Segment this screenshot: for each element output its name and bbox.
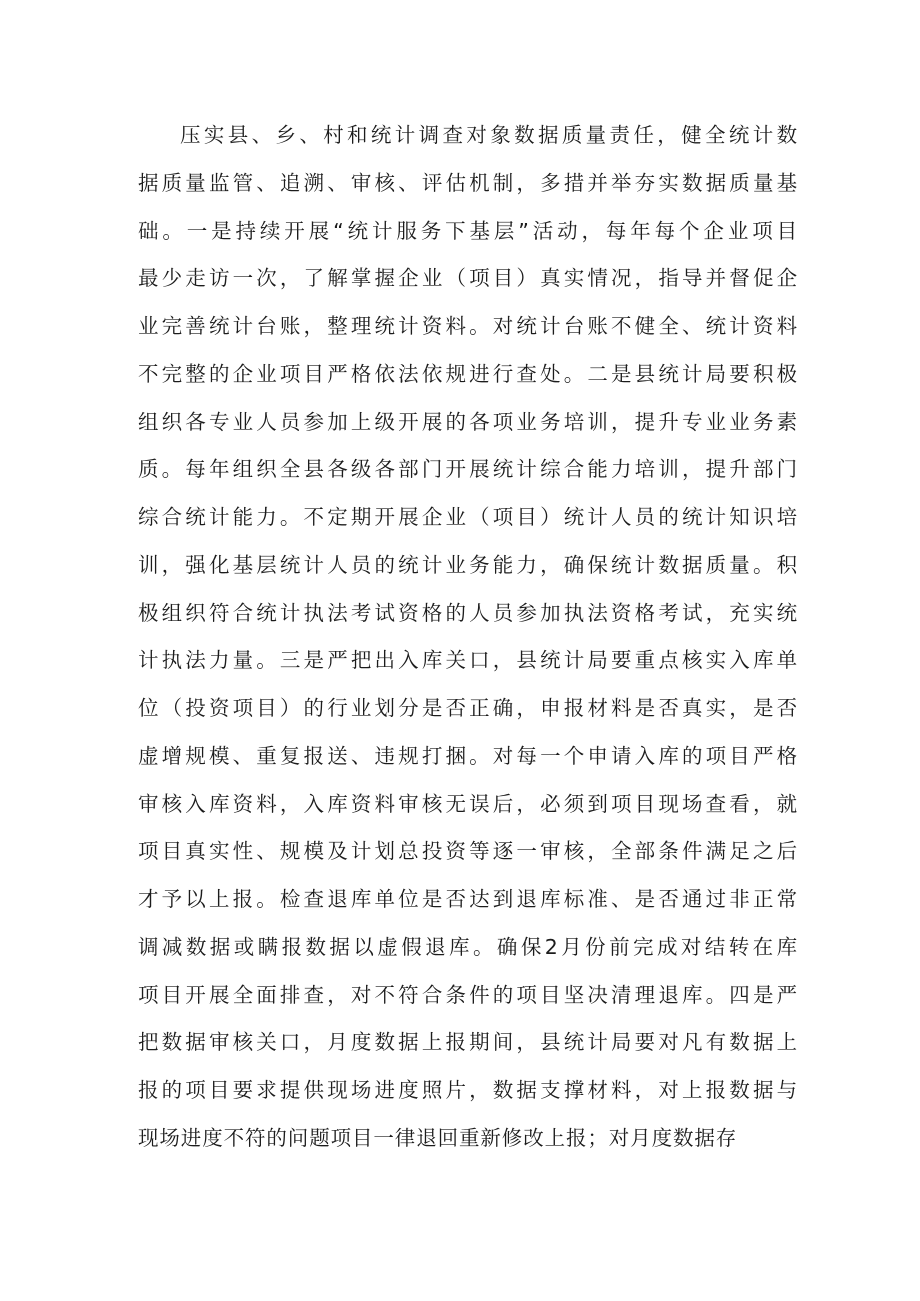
- paragraph-line: 业完善统计台账，整理统计资料。对统计台账不健全、统计资料: [138, 314, 798, 338]
- paragraph-line: 位（投资项目）的行业划分是否正确，申报材料是否真实，是否: [138, 696, 798, 720]
- paragraph-line: 调减数据或瞒报数据以虚假退库。确保2月份前完成对结转在库: [138, 934, 798, 959]
- body-paragraph: [138, 112, 798, 1163]
- paragraph-line: 审核入库资料，入库资料审核无误后，必须到项目现场查看，就: [138, 791, 798, 816]
- paragraph-line: 极组织符合统计执法考试资格的人员参加执法资格考试，充实统: [138, 600, 798, 625]
- paragraph-line: 项目真实性、规模及计划总投资等逐一审核，全部条件满足之后: [138, 839, 798, 864]
- paragraph-line: 虚增规模、重复报送、违规打捆。对每一个申请入库的项目严格: [138, 743, 798, 768]
- paragraph-line: 现场进度不符的问题项目一律退回重新修改上报；对月度数据存: [138, 1125, 738, 1150]
- paragraph-line: 综合统计能力。不定期开展企业（项目）统计人员的统计知识培: [138, 505, 798, 529]
- paragraph-line: 不完整的企业项目严格依法依规进行查处。二是县统计局要积极: [138, 361, 798, 386]
- paragraph-line: 础。一是持续开展“统计服务下基层”活动，每年每个企业项目: [138, 218, 798, 243]
- paragraph-line: 最少走访一次，了解掌握企业（项目）真实情况，指导并督促企: [138, 266, 798, 291]
- paragraph-line: 报的项目要求提供现场进度照片，数据支撑材料，对上报数据与: [138, 1078, 798, 1102]
- paragraph-line: 项目开展全面排查，对不符合条件的项目坚决清理退库。四是严: [138, 982, 798, 1007]
- paragraph-line: 据质量监管、追溯、审核、评估机制，多措并举夯实数据质量基: [138, 170, 798, 195]
- paragraph-line: 计执法力量。三是严把出入库关口，县统计局要重点核实入库单: [138, 648, 798, 673]
- paragraph-line: 训，强化基层统计人员的统计业务能力，确保统计数据质量。积: [138, 552, 798, 577]
- paragraph-line: 组织各专业人员参加上级开展的各项业务培训，提升专业业务素: [138, 409, 798, 434]
- paragraph-line: 把数据审核关口，月度数据上报期间，县统计局要对凡有数据上: [138, 1030, 798, 1055]
- paragraph-line: 才予以上报。检查退库单位是否达到退库标准、是否通过非正常: [138, 887, 798, 911]
- paragraph-line: 质。每年组织全县各级各部门开展统计综合能力培训，提升部门: [138, 457, 798, 482]
- paragraph-line: 压实县、乡、村和统计调查对象数据质量责任，健全统计数: [180, 123, 798, 147]
